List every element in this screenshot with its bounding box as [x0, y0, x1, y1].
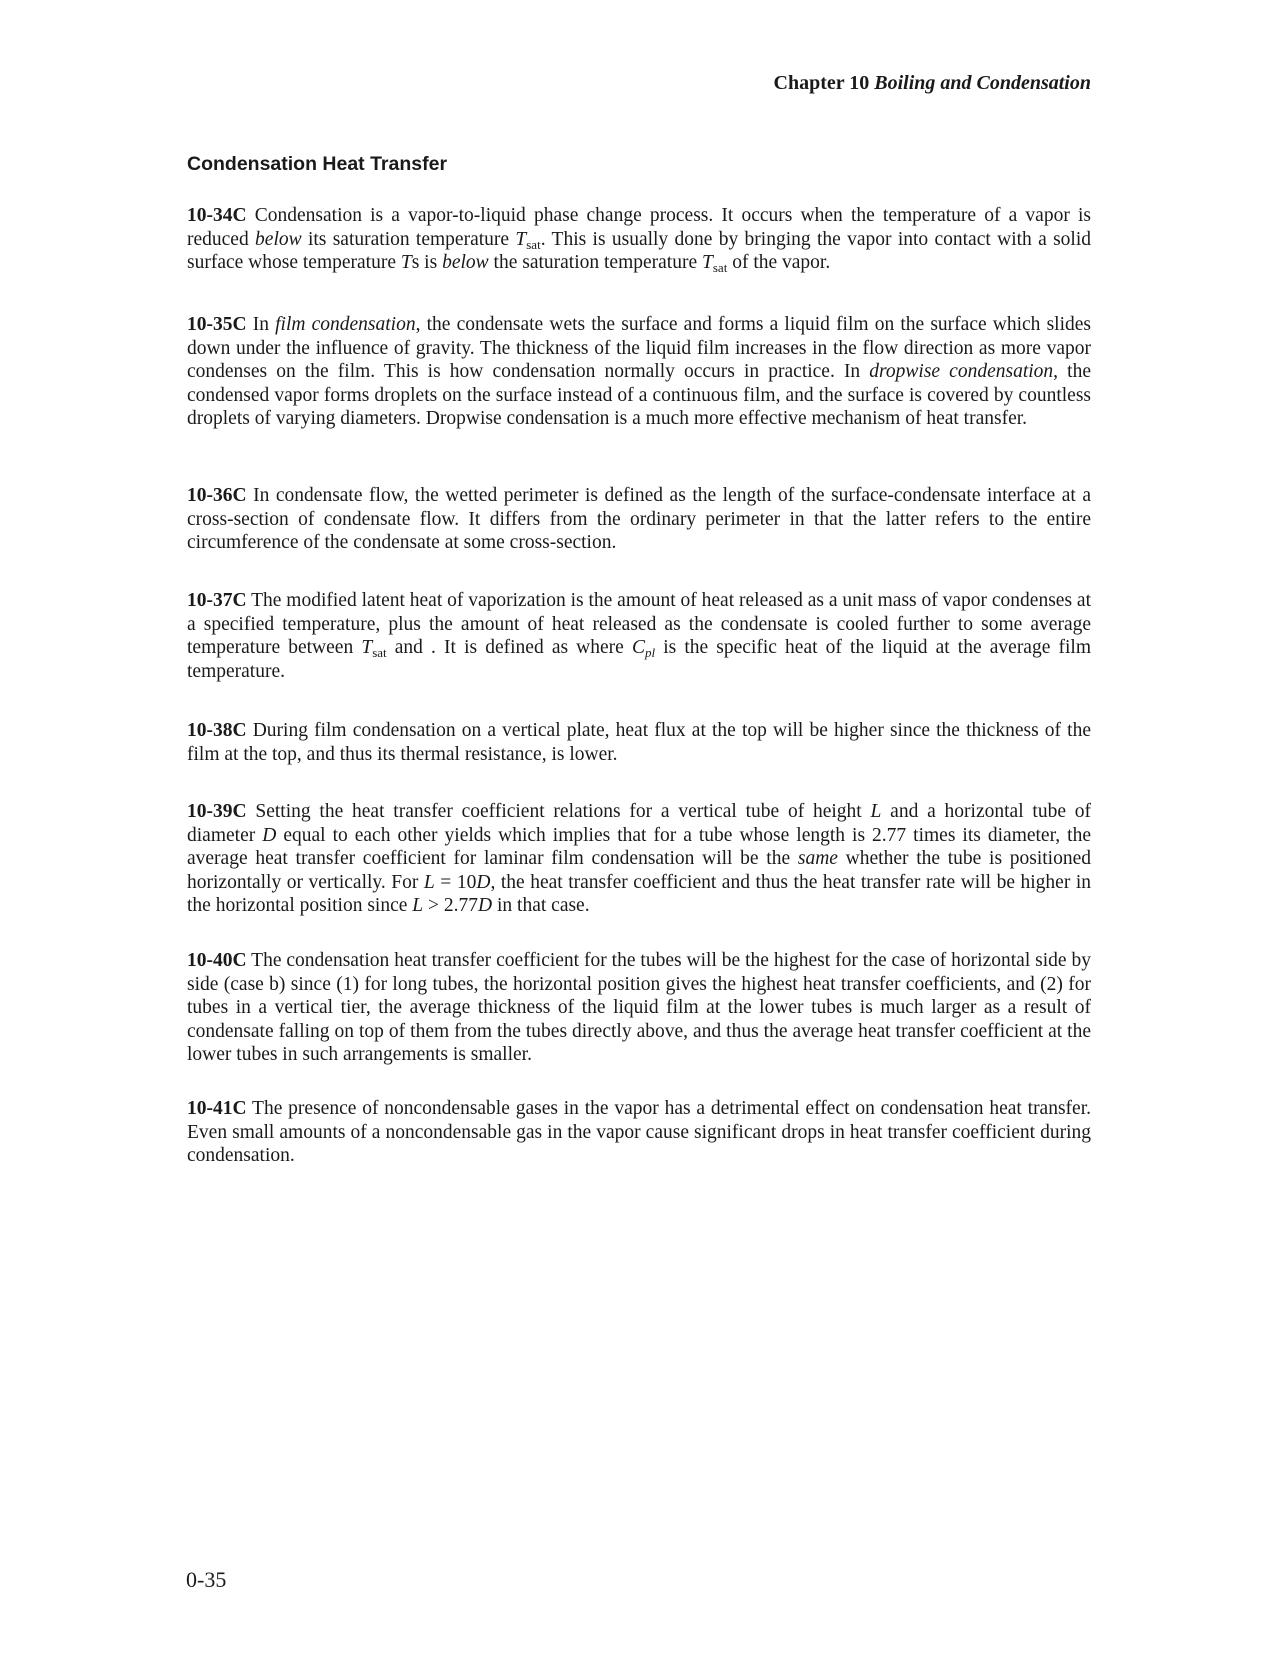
- problem-text-run: T: [400, 252, 412, 273]
- problem-10-36c: [187, 484, 1091, 555]
- problem-text-run: T: [515, 228, 527, 250]
- problem-text-run: of the vapor.: [727, 252, 831, 273]
- problem-10-38c: [187, 719, 1091, 766]
- problem-text-run: D: [478, 895, 493, 916]
- problem-text-run: L: [412, 895, 424, 916]
- problem-text-run: The modified latent heat of vaporization is the amount of heat released as a unit mass of vapor condenses at a specified temperature, plus the amount of heat released as the condensate is cooled further to some average temperature between: [187, 590, 1091, 658]
- problem-text-run: , the condensate wets the surface and forms a liquid film on the surface which slides down under the influence of gravity. The thickness of the liquid film increases in the flow direction as more vapor condenses on the film. This is how condensation normally occurs in practice. In: [187, 314, 1091, 382]
- problem-text-run: sat: [526, 236, 541, 252]
- problem-10-40c: [187, 949, 1091, 1067]
- problem-text-run: L: [423, 871, 435, 893]
- problem-text-run: D: [476, 871, 491, 893]
- section-title: Condensation Heat Transfer: [187, 153, 448, 175]
- problem-10-35c: [187, 313, 1091, 431]
- problem-text-run: film condensation: [275, 314, 416, 335]
- problem-text-run: is the specific heat of the liquid at the average film temperature.: [187, 637, 1091, 682]
- problem-text-run: In: [246, 314, 276, 335]
- problem-text-run: C: [631, 637, 645, 658]
- problem-number: 10-36C: [187, 485, 247, 506]
- problem-text-run: During film condensation on a vertical plate, heat flux at the top will be higher since the thickness of the film at the top, and thus its thermal resistance, is lower.: [187, 720, 1091, 765]
- problem-text-run: the saturation temperature: [488, 252, 703, 273]
- problem-10-34c: [187, 204, 1091, 275]
- problem-number: 10-41C: [187, 1098, 247, 1119]
- problem-text-run: below: [442, 252, 489, 273]
- problem-text-run: = 10: [434, 871, 477, 893]
- problem-text-run: > 2.77: [423, 895, 479, 916]
- problem-number: 10-40C: [187, 950, 247, 971]
- problem-text-run: its saturation temperature: [301, 228, 516, 250]
- problem-text-run: same: [797, 848, 838, 869]
- problem-text-run: equal to each other yields which implies that for a tube whose length is 2.77 times its diameter, the average heat transfer coefficient for laminar film condensation will be the: [187, 824, 1092, 869]
- problem-number: 10-38C: [187, 720, 247, 741]
- problem-text-run: T: [361, 637, 373, 658]
- problem-text-run: T: [702, 252, 713, 273]
- problem-number: 10-34C: [187, 205, 247, 226]
- problem-10-39c: [187, 800, 1091, 918]
- problem-number: 10-39C: [187, 801, 247, 822]
- problem-number: 10-37C: [187, 590, 247, 611]
- problem-text-run: dropwise condensation: [869, 361, 1054, 382]
- chapter-title: Boiling and Condensation: [874, 72, 1091, 94]
- problem-text-run: Condensation is a vapor-to-liquid phase change process. It occurs when the temperature of a vapor is reduced: [187, 205, 1091, 250]
- page-number: 0-35: [186, 1567, 227, 1592]
- problem-text-run: . This is usually done by bringing the vapor into contact with a solid surface whose temperature: [187, 228, 1091, 273]
- problem-text-run: , the condensed vapor forms droplets on the surface instead of a continuous film, and the surface is covered by countless droplets of varying diameters. Dropwise condensation is a much more effective mechanism of heat transfer.: [187, 361, 1091, 429]
- problem-text-run: L: [870, 801, 882, 822]
- running-header: [774, 72, 1092, 95]
- problem-text-run: below: [255, 228, 302, 250]
- problem-text-run: The presence of noncondensable gases in the vapor has a detrimental effect on condensation heat transfer. Even small amounts of a noncondensable gas in the vapor cause significant drops in heat transfer coefficient during condensation.: [187, 1098, 1091, 1166]
- problem-text-run: D: [262, 824, 277, 846]
- problem-text-run: in that case.: [492, 895, 590, 916]
- problem-text-run: and a horizontal tube of diameter: [187, 801, 1092, 846]
- problem-text-run: sat: [372, 645, 387, 660]
- problem-text-run: whether the tube is positioned horizontally or vertically. For: [187, 848, 1092, 893]
- problem-number: 10-35C: [187, 314, 247, 335]
- problem-10-41c: [187, 1097, 1091, 1168]
- problem-text-run: and . It is defined as where: [386, 637, 632, 658]
- problem-text-run: The condensation heat transfer coefficient for the tubes will be the highest for the case of horizontal side by side (case b) since (1) for long tubes, the horizontal position gives the highest heat transfer coefficients, and (2) for tubes in a vertical tier, the average thickness of the liquid film at the lower tubes is much larger as a result of condensate falling on top of them from the tubes directly above, and thus the average heat transfer coefficient at the lower tubes in such arrangements is smaller.: [187, 950, 1091, 1065]
- problem-text-run: , the heat transfer coefficient and thus the heat transfer rate will be higher in the horizontal position since: [187, 871, 1092, 916]
- problem-10-37c: [187, 589, 1091, 683]
- chapter-label: Chapter 10: [773, 72, 870, 94]
- problem-text-run: sat: [712, 260, 728, 275]
- problem-text-run: pl: [644, 645, 656, 660]
- problem-text-run: Setting the heat transfer coefficient relations for a vertical tube of height: [246, 801, 871, 822]
- problem-text-run: s is: [411, 252, 443, 273]
- problem-text-run: In condensate flow, the wetted perimeter is defined as the length of the surface-condensate interface at a cross-section of condensate flow. It differs from the ordinary perimeter in that the latter refers to the entire circumference of the condensate at some cross-section.: [187, 485, 1091, 553]
